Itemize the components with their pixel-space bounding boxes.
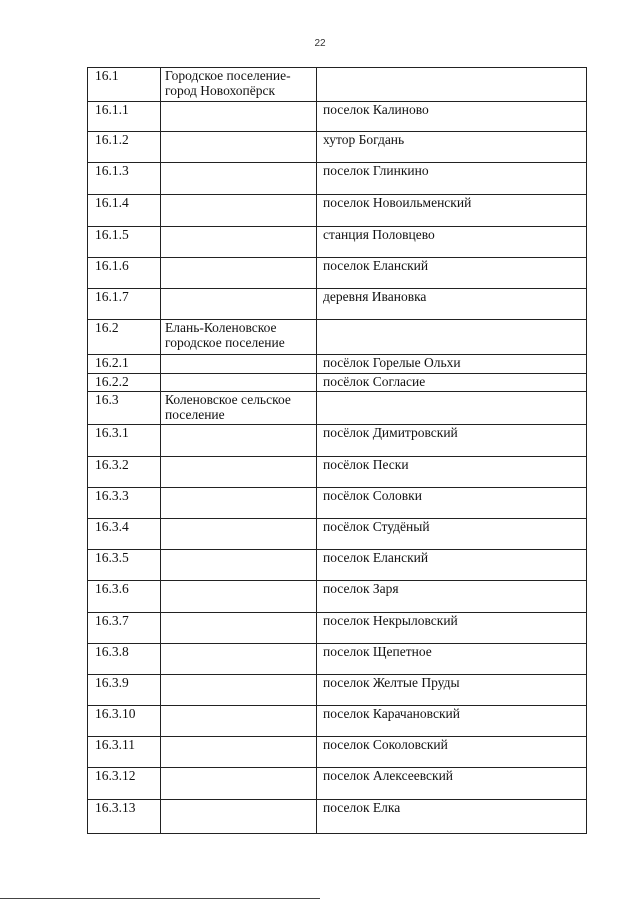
- table-row: [88, 550, 587, 581]
- table-row: [88, 195, 587, 227]
- table-row: [88, 163, 587, 195]
- row-number: 16.1.6: [88, 258, 161, 289]
- settlement-name: [161, 550, 317, 581]
- table-row: [88, 289, 587, 320]
- settlement-name: [161, 457, 317, 488]
- settlement-name: [161, 737, 317, 768]
- row-number: 16.3.11: [88, 737, 161, 768]
- table-row: [88, 320, 587, 355]
- table-row: [88, 374, 587, 392]
- settlement-name: [161, 706, 317, 737]
- settlement-name: [161, 258, 317, 289]
- place-name: поселок Еланский: [317, 550, 587, 581]
- place-name: посёлок Согласие: [317, 374, 587, 392]
- row-number: 16.3.10: [88, 706, 161, 737]
- place-name: поселок Заря: [317, 581, 587, 613]
- row-number: 16.2: [88, 320, 161, 355]
- row-number: 16.3.2: [88, 457, 161, 488]
- place-name: поселок Глинкино: [317, 163, 587, 195]
- settlement-name: [161, 163, 317, 195]
- table-row: [88, 355, 587, 374]
- place-name: посёлок Димитровский: [317, 425, 587, 457]
- settlement-name: [161, 425, 317, 457]
- row-number: 16.3.8: [88, 644, 161, 675]
- row-number: 16.1.5: [88, 227, 161, 258]
- page-number: 22: [314, 38, 326, 49]
- table-row: [88, 258, 587, 289]
- row-number: 16.1.7: [88, 289, 161, 320]
- table-row: [88, 132, 587, 163]
- settlement-name: [161, 581, 317, 613]
- row-number: 16.3.12: [88, 768, 161, 800]
- row-number: 16.2.1: [88, 355, 161, 374]
- settlement-name: [161, 768, 317, 800]
- settlement-name: [161, 195, 317, 227]
- row-number: 16.1.2: [88, 132, 161, 163]
- row-number: 16.3.1: [88, 425, 161, 457]
- bottom-rule: [0, 898, 320, 899]
- row-number: 16.1.1: [88, 102, 161, 132]
- place-name: поселок Калиново: [317, 102, 587, 132]
- row-number: 16.1: [88, 68, 161, 102]
- place-name: станция Половцево: [317, 227, 587, 258]
- settlement-name: [161, 227, 317, 258]
- table-row: [88, 737, 587, 768]
- place-name: поселок Некрыловский: [317, 613, 587, 644]
- row-number: 16.1.3: [88, 163, 161, 195]
- place-name: посёлок Студёный: [317, 519, 587, 550]
- place-name: поселок Щепетное: [317, 644, 587, 675]
- place-name: поселок Новоильменский: [317, 195, 587, 227]
- settlement-name: [161, 519, 317, 550]
- settlement-name: [161, 675, 317, 706]
- place-name: [317, 392, 587, 425]
- place-name: [317, 68, 587, 102]
- row-number: 16.3.13: [88, 800, 161, 834]
- place-name: посёлок Горелые Ольхи: [317, 355, 587, 374]
- place-name: поселок Еланский: [317, 258, 587, 289]
- table-row: [88, 227, 587, 258]
- row-number: 16.1.4: [88, 195, 161, 227]
- settlement-name: Елань-Коленовское городское поселение: [161, 320, 317, 355]
- table-row: [88, 392, 587, 425]
- table-row: [88, 519, 587, 550]
- place-name: поселок Алексеевский: [317, 768, 587, 800]
- row-number: 16.3.6: [88, 581, 161, 613]
- settlement-name: [161, 102, 317, 132]
- row-number: 16.3.7: [88, 613, 161, 644]
- place-name: посёлок Пески: [317, 457, 587, 488]
- row-number: 16.3.9: [88, 675, 161, 706]
- settlement-name: [161, 289, 317, 320]
- table-row: [88, 800, 587, 834]
- table-row: [88, 488, 587, 519]
- table-row: [88, 768, 587, 800]
- settlement-name: [161, 800, 317, 834]
- place-name: поселок Желтые Пруды: [317, 675, 587, 706]
- place-name: поселок Соколовский: [317, 737, 587, 768]
- place-name: хутор Богдань: [317, 132, 587, 163]
- settlement-name: Коленовское сельское поселение: [161, 392, 317, 425]
- row-number: 16.3.3: [88, 488, 161, 519]
- table-row: [88, 457, 587, 488]
- settlements-table: [87, 67, 587, 834]
- table-row: [88, 102, 587, 132]
- settlement-name: [161, 374, 317, 392]
- table-row: [88, 425, 587, 457]
- table-row: [88, 675, 587, 706]
- place-name: поселок Карачановский: [317, 706, 587, 737]
- settlement-name: Городское поселение-город Новохопёрск: [161, 68, 317, 102]
- place-name: [317, 320, 587, 355]
- place-name: поселок Елка: [317, 800, 587, 834]
- table-row: [88, 613, 587, 644]
- table-row: [88, 706, 587, 737]
- settlement-name: [161, 644, 317, 675]
- row-number: 16.3.4: [88, 519, 161, 550]
- table-row: [88, 68, 587, 102]
- row-number: 16.2.2: [88, 374, 161, 392]
- settlement-name: [161, 355, 317, 374]
- settlement-name: [161, 488, 317, 519]
- row-number: 16.3: [88, 392, 161, 425]
- place-name: деревня Ивановка: [317, 289, 587, 320]
- settlement-name: [161, 613, 317, 644]
- table-row: [88, 644, 587, 675]
- place-name: посёлок Соловки: [317, 488, 587, 519]
- settlement-name: [161, 132, 317, 163]
- table-row: [88, 581, 587, 613]
- row-number: 16.3.5: [88, 550, 161, 581]
